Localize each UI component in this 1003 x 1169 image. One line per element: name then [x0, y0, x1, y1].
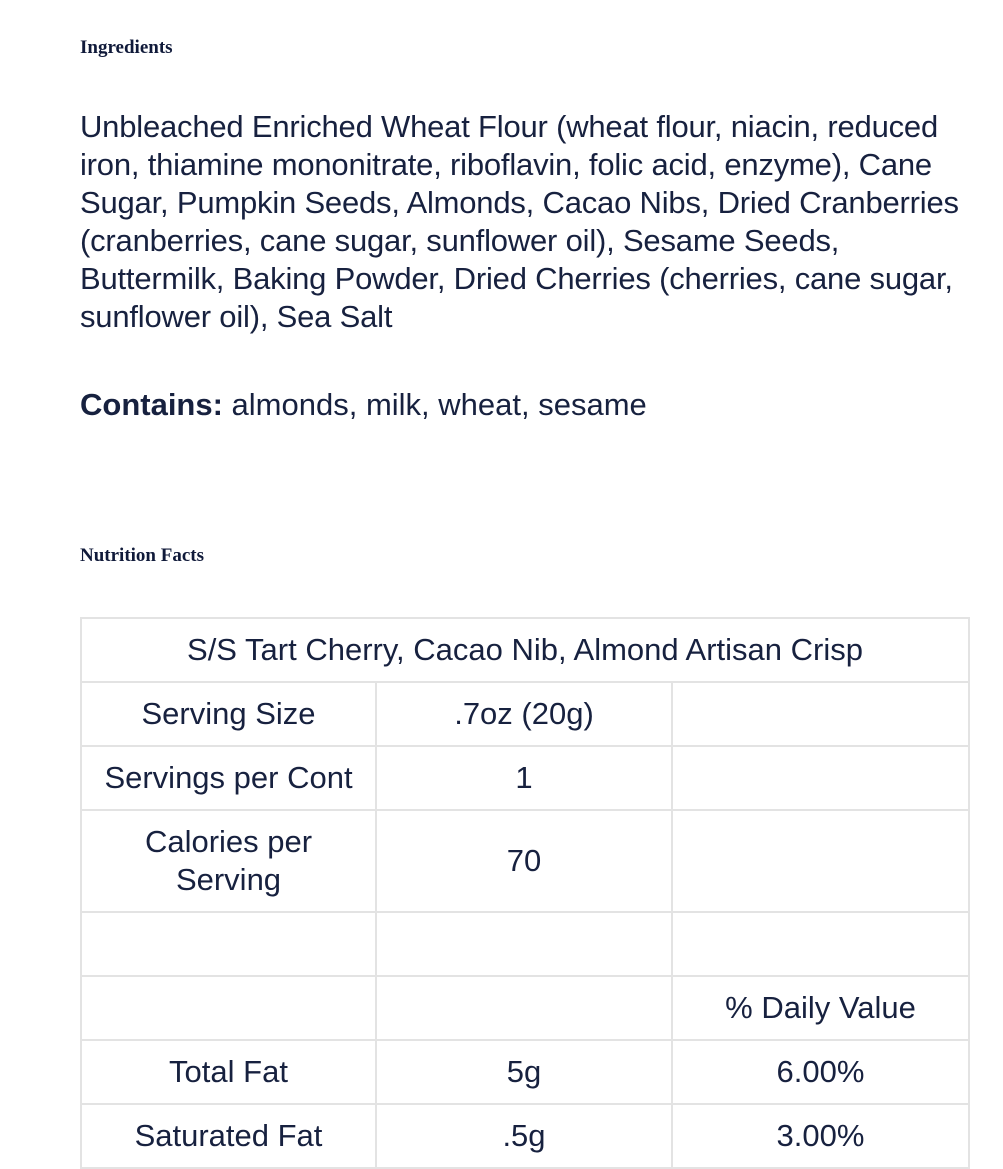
ingredients-heading: Ingredients [80, 37, 173, 58]
row-label: Calories per Serving [81, 810, 376, 912]
contains-label: Contains: [80, 387, 223, 422]
row-label [81, 912, 376, 976]
table-title-row [81, 618, 969, 682]
row-value: .5g [376, 1104, 672, 1168]
row-daily-value [672, 810, 969, 912]
table-row [81, 746, 969, 810]
row-label: Total Fat [81, 1040, 376, 1104]
table-row [81, 682, 969, 746]
nutrition-table [80, 617, 970, 1169]
row-daily-value [672, 682, 969, 746]
row-daily-value [672, 746, 969, 810]
table-row [81, 912, 969, 976]
ingredients-list: Unbleached Enriched Wheat Flour (wheat flour, niacin, reduced iron, thiamine mononitrate, riboflavin, folic acid, enzyme), Cane Sugar, Pumpkin Seeds, Almonds, Cacao Nibs, Dried Cranberries (cranberries, cane sugar, sunflower oil), Sesame Seeds, Buttermilk, Baking Powder, Dried Cherries (cherries, cane sugar, sunflower oil), Sea Salt [80, 109, 959, 334]
product-name: S/S Tart Cherry, Cacao Nib, Almond Artisan Crisp [81, 618, 969, 682]
row-value: 70 [376, 810, 672, 912]
row-value [376, 912, 672, 976]
row-daily-value: 3.00% [672, 1104, 969, 1168]
row-label: Serving Size [81, 682, 376, 746]
row-label: Servings per Cont [81, 746, 376, 810]
nutrition-heading: Nutrition Facts [80, 545, 205, 566]
row-daily-value: 6.00% [672, 1040, 969, 1104]
row-label [81, 976, 376, 1040]
row-value: 5g [376, 1040, 672, 1104]
contains-value: almonds, milk, wheat, sesame [222, 387, 647, 422]
row-value: 1 [376, 746, 672, 810]
row-value [376, 976, 672, 1040]
table-row [81, 976, 969, 1040]
table-row [81, 1040, 969, 1104]
row-daily-value [672, 912, 969, 976]
allergen-statement [80, 386, 647, 424]
row-label: Saturated Fat [81, 1104, 376, 1168]
row-value: .7oz (20g) [376, 682, 672, 746]
table-row [81, 1104, 969, 1168]
daily-value-header: % Daily Value [672, 976, 969, 1040]
table-row [81, 810, 969, 912]
